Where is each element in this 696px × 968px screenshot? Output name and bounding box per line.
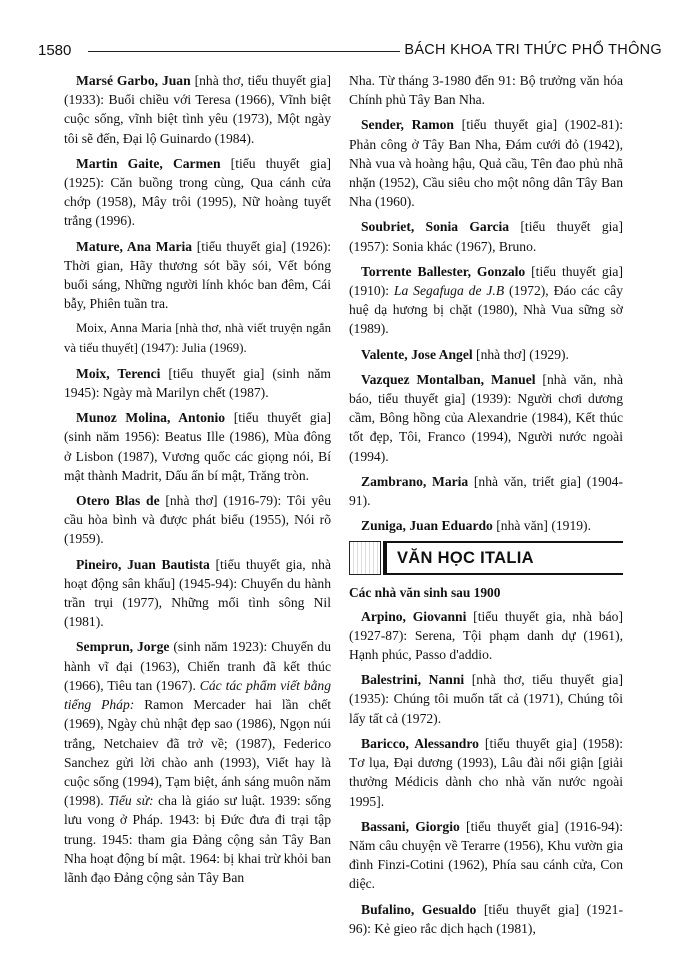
entry-text: cha là giáo sư luật. 1939: sống lưu vong ở Pháp. 1943: bị Đức đưa đi trại tập trung. 1945: tham gia Đảng cộng sản Tây Ban Nha hoạt động bí mật. 1964: bị khai trừ khỏi ban lãnh đạo Đảng cộng sản Tây Ban xyxy=(64,793,332,885)
entry xyxy=(349,670,623,728)
entry-name: Torrente Ballester, Gonzalo xyxy=(361,263,526,279)
entry xyxy=(349,370,623,466)
entry-text: (sinh năm 1923): Chuyến du hành vĩ đại (1963), Chiến tranh đã kết thúc (1966), Tiêu tan (1967). xyxy=(64,639,331,693)
entry xyxy=(349,516,623,535)
entry-text: (1972), Đáo các cây huệ dạ hương bị chặt (1980), Nhà Vua sững sờ (1989). xyxy=(349,283,623,337)
entry-text: [tiểu thuyết gia] (1958): Tơ lụa, Đại dương (1993), Lâu đài nổi giận [giải thưởng Médicis dành cho nhà văn nước ngoài 1995]. xyxy=(349,735,624,809)
entry xyxy=(64,71,331,148)
entry-continuation: Nha. Từ tháng 3-1980 đến 91: Bộ trưởng văn hóa Chính phủ Tây Ban Nha. xyxy=(349,73,623,108)
entry-text: [tiểu thuyết gia, nhà hoạt động sân khấu] (1945-94): Chuyến du hành trần trụi (1977), Những mối tình sông Nil (1981). xyxy=(64,556,331,630)
entry xyxy=(349,345,623,364)
entry xyxy=(349,817,623,894)
entry xyxy=(64,154,331,231)
section-ornament-icon xyxy=(349,541,381,575)
entry xyxy=(349,900,623,938)
section-subtitle: Các nhà văn sinh sau 1900 xyxy=(349,585,501,601)
entry xyxy=(64,555,331,632)
entry-name: Zambrano, Maria xyxy=(361,473,469,489)
entry xyxy=(64,491,331,549)
entry-name: Marsé Garbo, Juan xyxy=(76,73,191,88)
entry-text: Ramon Mercader hai lần chết (1969), Ngày chủ nhật đẹp sao (1986), Ngọn núi trắng, Netchaiev đã trở về; (1987), Federico Sanchez gửi lời chào anh (1993), Viết hay là cuộc sống (1994), Tạm biệt, ánh sáng muôn năm (1998). xyxy=(64,697,331,809)
entry xyxy=(64,408,331,485)
entry-text: [nhà thơ, tiểu thuyết gia] (1935): Chúng tôi muốn tất cả (1971), Chúng tôi lấy tất cả (1972). xyxy=(349,672,623,726)
header-rule xyxy=(88,51,400,52)
entry xyxy=(349,115,623,211)
entry-name: Bufalino, Gesualdo xyxy=(361,901,477,917)
section-heading xyxy=(349,541,623,575)
entry xyxy=(349,262,623,339)
entry-italic: Các tác phẩm viết bằng tiếng Pháp: xyxy=(64,677,331,713)
entry-name: Otero Blas de xyxy=(76,493,160,509)
entry-text: [tiểu thuyết gia] (1902-81): Phản công ở Tây Ban Nha, Đám cưới đỏ (1942), Nhà vua và hoàng hậu, Quả cầu, Tên đao phủ nhã nhặn (1952), Cầu siêu cho một nông dân Tây Ban Nha (1960). xyxy=(349,117,623,210)
entry-italic: La Segafuga de J.B xyxy=(393,283,505,299)
entry-text: [tiểu thuyết gia] (1925): Căn buồng trong cùng, Qua cánh cửa chớp (1958), Mây trôi (1995), Nữ hoàng tuyết trắng (1996). xyxy=(64,155,332,229)
entry-text: [nhà thơ, tiểu thuyết gia] (1933): Buổi chiều với Teresa (1966), Vĩnh biệt cuộc sống, vĩnh biệt tình yêu (1973), Một ngày tôi sẽ đến, Đại lộ Guinardo (1984). xyxy=(64,73,331,146)
entry-italic: Tiểu sử: xyxy=(108,793,154,809)
right-column xyxy=(349,71,623,944)
page-header xyxy=(38,40,662,62)
entry-text: [tiểu thuyết gia] (sinh năm 1956): Beatus Ille (1986), Mùa đông ở Lisbon (1987), Vương quốc các giọng nói, Bí mật thành Madrit, Dấu ấn bí mật, Trăng tròn. xyxy=(64,410,331,483)
entry-text: [tiểu thuyết gia] (1957): Sonia khác (1967), Bruno. xyxy=(349,219,623,254)
left-column xyxy=(64,71,331,893)
entry xyxy=(64,237,331,314)
entry-text: Moix, Anna Maria [nhà thơ, nhà viết truyện ngắn và tiểu thuyết] (1947): Julia (1969). xyxy=(64,321,331,355)
entry-name: Martin Gaite, Carmen xyxy=(76,155,221,171)
entry-text: [nhà văn] (1919). xyxy=(492,518,591,534)
entry xyxy=(349,217,623,255)
entry-name: Munoz Molina, Antonio xyxy=(76,410,226,426)
running-title: BÁCH KHOA TRI THỨC PHỔ THÔNG xyxy=(404,42,662,58)
entry-text: [nhà văn, nhà báo, tiểu thuyết gia] (1939): Người chơi dương cầm, Bông hồng của Alexandrie (1984), Kết thúc tốt đẹp, Tôi, Franco (1994), Người nước ngoài (1994). xyxy=(349,371,623,464)
entry-name: Valente, Jose Angel xyxy=(361,346,473,362)
entry xyxy=(64,319,331,357)
entry-name: Zuniga, Juan Eduardo xyxy=(361,518,493,534)
entry-name: Semprun, Jorge xyxy=(76,639,170,655)
entry-text: [nhà thơ] (1929). xyxy=(472,346,569,362)
entry-text: [tiểu thuyết gia] (1921-96): Kẻ gieo rắc dịch hạch (1981), xyxy=(349,901,623,936)
entry-name: Vazquez Montalban, Manuel xyxy=(361,371,536,387)
entry-name: Moix, Terenci xyxy=(76,365,161,381)
entry-text: [tiểu thuyết gia] (1916-94): Năm câu chuyện về Terarre (1956), Khu vườn gia đình Finzi-Cotini (1962), Phía sau cánh cửa, Con diệc. xyxy=(349,818,623,892)
entry-text: [tiểu thuyết gia] (1926): Thời gian, Hãy thương sót bầy sói, Vết bóng buổi sáng, Những người lính khóc ban đêm, Cái bẫy, Phiên tuần tra. xyxy=(64,238,331,312)
entry-semprun xyxy=(64,637,331,887)
entry xyxy=(64,364,331,402)
page-number: 1580 xyxy=(38,42,72,59)
entry-text: [nhà thơ] (1916-79): Tôi yêu cầu hòa bình và được phát biểu (1955), Nói rõ (1959). xyxy=(64,493,331,547)
entry xyxy=(349,607,623,665)
entry-name: Balestrini, Nanni xyxy=(361,672,465,688)
entry-name: Sender, Ramon xyxy=(361,117,454,133)
section-title: VĂN HỌC ITALIA xyxy=(383,541,623,575)
entry-name: Bassani, Giorgio xyxy=(361,818,460,834)
entry-text: [nhà văn, triết gia] (1904-91). xyxy=(349,473,623,509)
entry-name: Arpino, Giovanni xyxy=(361,608,467,624)
entry-text: [tiểu thuyết gia] (1910): xyxy=(349,263,623,299)
entry-text: [tiểu thuyết gia] (sinh năm 1945): Ngày mà Marilyn chết (1987). xyxy=(64,365,332,401)
entry xyxy=(349,472,623,510)
entry xyxy=(349,734,623,811)
entry-name: Baricco, Alessandro xyxy=(361,735,479,751)
entry-text: [tiểu thuyết gia, nhà báo] (1927-87): Serena, Tội phạm danh dự (1961), Hạnh phúc, Passo d'addio. xyxy=(349,608,623,663)
entry-name: Mature, Ana Maria xyxy=(76,238,193,254)
entry-name: Soubriet, Sonia Garcia xyxy=(361,219,510,235)
entry-name: Pineiro, Juan Bautista xyxy=(76,556,210,572)
